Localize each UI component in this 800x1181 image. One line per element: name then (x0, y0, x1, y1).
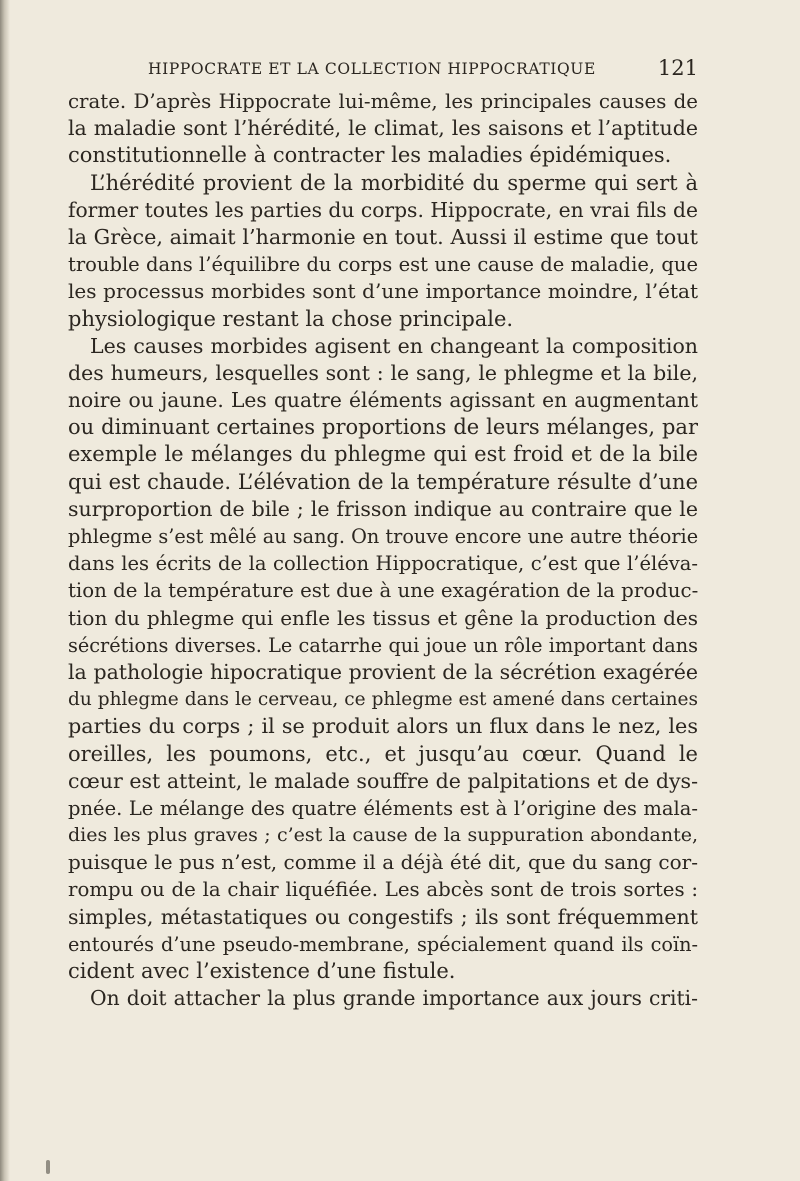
paragraph-start-line: On doit attacher la plus grande importance aux jours criti- (90, 986, 698, 1011)
text-line: cœur est atteint, le malade souffre de palpitations et de dys- (68, 768, 698, 793)
text-line: simples, métastatiques ou congestifs ; ils sont fréquemment (68, 904, 698, 929)
text-line: oreilles, les poumons, etc., et jusqu’au cœur. Quand le (68, 741, 698, 766)
text-line: surproportion de bile ; le frisson indique au contraire que le (68, 496, 698, 521)
text-line: la Grèce, aimait l’harmonie en tout. Aussi il estime que tout (68, 224, 698, 249)
text-line: pnée. Le mélange des quatre éléments est à l’origine des mala- (68, 796, 698, 820)
text-line: sécrétions diverses. Le catarrhe qui joue un rôle important dans (68, 633, 698, 657)
text-line: exemple le mélanges du phlegme qui est froid et de la bile (68, 442, 698, 467)
text-line: les processus morbides sont d’une importance moindre, l’état (68, 279, 698, 304)
text-line: trouble dans l’équilibre du corps est une cause de maladie, que (68, 253, 698, 277)
text-line: la maladie sont l’hérédité, le climat, les saisons et l’aptitude (68, 116, 698, 141)
running-head (68, 56, 698, 84)
paragraph-start-line: L’hérédité provient de la morbidité du sperme qui sert à (90, 170, 698, 195)
text-line: qui est chaude. L’élévation de la température résulte d’une (68, 469, 698, 494)
text-line: physiologique restant la chose principale. (68, 306, 514, 331)
running-title: HIPPOCRATE ET LA COLLECTION HIPPOCRATIQUE (148, 60, 596, 78)
text-line: rompu ou de la chair liquéfiée. Les abcès sont de trois sortes : (68, 878, 698, 902)
text-line: cident avec l’existence d’une fistule. (68, 959, 456, 983)
text-line: tion de la température est due à une exagération de la produc- (68, 579, 698, 603)
text-line: tion du phlegme qui enfle les tissus et gêne la production des (68, 605, 698, 630)
ink-smudge (46, 1160, 50, 1174)
text-line: constitutionnelle à contracter les maladies épidémiques. (68, 143, 672, 168)
text-line: la pathologie hipocratique provient de la sécrétion exagérée (68, 659, 698, 684)
text-line: des humeurs, lesquelles sont : le sang, le phlegme et la bile, (68, 360, 698, 385)
text-line: entourés d’une pseudo-membrane, spécialement quand ils coïn- (68, 932, 698, 956)
text-line: parties du corps ; il se produit alors un flux dans le nez, les (68, 714, 698, 739)
page-number: 121 (657, 56, 698, 80)
text-line: noire ou jaune. Les quatre éléments agissant en augmentant (68, 388, 698, 413)
text-line: puisque le pus n’est, comme il a déjà été dit, que du sang cor- (68, 850, 698, 875)
text-line: dies les plus graves ; c’est la cause de la suppuration abondante, (68, 824, 698, 847)
text-line: crate. D’après Hippocrate lui-même, les principales causes de (68, 90, 698, 113)
text-line: ou diminuant certaines proportions de leurs mélanges, par (68, 415, 698, 440)
body-text (68, 88, 698, 1012)
text-line: dans les écrits de la collection Hippocratique, c’est que l’éléva- (68, 552, 698, 576)
page-binding-shadow (0, 0, 10, 1181)
text-line: phlegme s’est mêlé au sang. On trouve encore une autre théorie (68, 525, 698, 548)
text-line: du phlegme dans le cerveau, ce phlegme est amené dans certaines (68, 689, 698, 711)
text-line: former toutes les parties du corps. Hippocrate, en vrai fils de (68, 197, 698, 222)
paragraph-start-line: Les causes morbides agisent en changeant la composition (90, 333, 698, 358)
